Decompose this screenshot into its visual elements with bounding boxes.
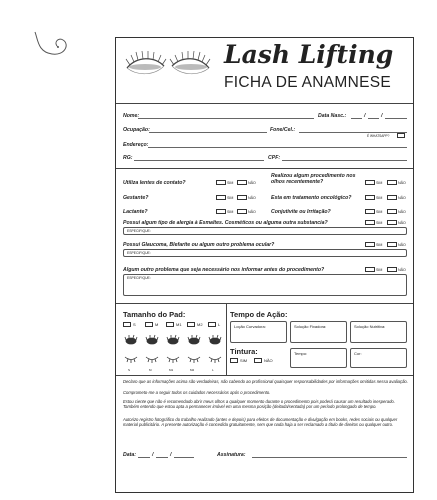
- question-oncologico: Esta em tratamento oncológico?: [271, 195, 352, 201]
- date-separator: /: [364, 113, 366, 119]
- locao-curvadora-label: Loção Curvadora:: [234, 324, 266, 329]
- sim-label: SIM: [240, 358, 248, 363]
- rg-label: RG:: [123, 155, 133, 161]
- cpf-field[interactable]: [282, 160, 407, 161]
- declaration-p1: Declaro que as informações acima são verdadeiras, não cabendo ao profissional quaisquer responsabilidades por informações omitidas nessa avaliação.: [123, 379, 408, 384]
- divider: [116, 103, 413, 104]
- sim-label: SIM: [376, 221, 383, 225]
- curl-label: M2: [190, 368, 195, 372]
- sim-label: SIM: [376, 268, 383, 272]
- assinatura-field[interactable]: [252, 457, 407, 458]
- nao-label: NÃO: [248, 210, 256, 214]
- pad-s-checkbox[interactable]: [123, 322, 131, 327]
- nao-label: NÃO: [398, 181, 406, 185]
- lentes-nao-checkbox[interactable]: [237, 180, 247, 185]
- date-separator: /: [170, 452, 172, 458]
- conjutivite-nao-checkbox[interactable]: [387, 209, 397, 214]
- pad-m2-checkbox[interactable]: [187, 322, 195, 327]
- nao-label: NÃO: [398, 243, 406, 247]
- declaration-p4: Autorizo registro fotográfico do trabalho realizado (antes e depois) para efeitos de documentação e divulgação em books, redes sociais ou qualquer material publicitário. A presente autorização é concedida gratuitamente, sem que nada haja a ser reclamado a título de direitos ou qualquer outro.: [123, 417, 398, 428]
- lentes-sim-checkbox[interactable]: [216, 180, 226, 185]
- hook-ornament-icon: [30, 30, 75, 60]
- eyelash-illustration: [122, 46, 214, 86]
- sim-label: SIM: [376, 243, 383, 247]
- nao-label: NÃO: [248, 181, 256, 185]
- curl-label: S: [128, 368, 131, 372]
- data-nasc-month-field[interactable]: [368, 118, 379, 119]
- pad-size-label: M2: [197, 322, 203, 327]
- question-outro: Algum outro problema que seja necessário nos informar antes do procedimento?: [123, 267, 325, 273]
- locao-curvadora-field[interactable]: [230, 321, 287, 343]
- data-day-field[interactable]: [138, 457, 150, 458]
- whatsapp-checkbox[interactable]: [397, 133, 405, 138]
- outro-sim-checkbox[interactable]: [365, 267, 375, 272]
- pad-l-checkbox[interactable]: [208, 322, 216, 327]
- pad-m1-checkbox[interactable]: [166, 322, 174, 327]
- sim-label: SIM: [376, 181, 383, 185]
- glaucoma-sim-checkbox[interactable]: [365, 242, 375, 247]
- endereco-field[interactable]: [148, 147, 407, 148]
- page-title: Lash Lifting: [224, 40, 394, 69]
- data-year-field[interactable]: [174, 457, 194, 458]
- solucao-nutritiva-field[interactable]: [350, 321, 407, 343]
- endereco-label: Endereço:: [123, 142, 149, 148]
- declaration-p2: Comprometo-me a seguir todos os cuidados necessários após o procedimento.: [123, 390, 271, 395]
- gestante-nao-checkbox[interactable]: [237, 195, 247, 200]
- tintura-nao-checkbox[interactable]: [254, 358, 262, 363]
- nome-label: Nome:: [123, 113, 140, 119]
- oncologico-nao-checkbox[interactable]: [387, 195, 397, 200]
- question-gestante: Gestante?: [123, 195, 149, 201]
- tintura-cor-field[interactable]: [350, 348, 407, 368]
- cpf-label: CPF:: [268, 155, 281, 161]
- question-procedimento: Realizou algum procedimento nos olhos recentemente?: [271, 173, 356, 185]
- question-lactante: Lactante?: [123, 209, 148, 215]
- alergia-sim-checkbox[interactable]: [365, 220, 375, 225]
- data-nasc-label: Data Nasc.:: [318, 113, 347, 119]
- lactante-nao-checkbox[interactable]: [237, 209, 247, 214]
- outro-especifique-field[interactable]: [123, 274, 407, 296]
- especifique-label: ESPECIFIQUE:: [127, 229, 151, 233]
- gestante-sim-checkbox[interactable]: [216, 195, 226, 200]
- fone-field[interactable]: [299, 132, 407, 133]
- tempo-title: Tempo de Ação:: [230, 310, 288, 319]
- oncologico-sim-checkbox[interactable]: [365, 195, 375, 200]
- rg-field[interactable]: [134, 160, 264, 161]
- conjutivite-sim-checkbox[interactable]: [365, 209, 375, 214]
- nao-label: NÃO: [398, 268, 406, 272]
- curl-label: M1: [169, 368, 174, 372]
- pad-size-title: Tamanho do Pad:: [123, 310, 186, 319]
- pad-size-label: L: [218, 322, 221, 327]
- sim-label: SIM: [376, 210, 383, 214]
- tintura-cor-label: Cor:: [354, 351, 362, 356]
- nao-label: NÃO: [248, 196, 256, 200]
- divider: [116, 303, 413, 304]
- nao-label: NÃO: [398, 221, 406, 225]
- sim-label: SIM: [227, 196, 234, 200]
- curl-eye-icons: [121, 333, 226, 373]
- divider: [226, 304, 227, 375]
- alergia-especifique-field[interactable]: [123, 227, 407, 235]
- pad-size-label: S: [133, 322, 136, 327]
- nao-label: NÃO: [398, 210, 406, 214]
- tintura-tempo-field[interactable]: [290, 348, 347, 368]
- question-conjutivite: Conjutivite ou Irritação?: [271, 209, 331, 215]
- fone-label: Fone/Cel.:: [270, 127, 296, 133]
- curl-label: L: [212, 368, 214, 372]
- nao-label: NÃO: [398, 196, 406, 200]
- data-nasc-year-field[interactable]: [385, 118, 407, 119]
- glaucoma-nao-checkbox[interactable]: [387, 242, 397, 247]
- ocupacao-field[interactable]: [149, 132, 267, 133]
- ocupacao-label: Ocupação:: [123, 127, 150, 133]
- question-glaucoma: Possui Glaucoma, Blefarite ou algum outro problema ocular?: [123, 242, 275, 248]
- curl-label: M: [149, 368, 152, 372]
- tintura-tempo-label: Tempo:: [294, 351, 308, 356]
- solucao-fixadora-label: Solução Fixadora:: [294, 324, 327, 329]
- data-month-field[interactable]: [156, 457, 168, 458]
- declaration-p3: Estou ciente que não é recomendado abrir meus olhos a qualquer momento durante o procedimento pois poderá causar um resultado inesperado. Também entendo que estou apta a permanecer imóvel em uma mesma posição (deitada/sentada) por um período prolongado de tempo.: [123, 399, 395, 410]
- data-nasc-day-field[interactable]: [351, 118, 362, 119]
- anamnesis-sheet: [115, 37, 414, 493]
- question-lentes: Utiliza lentes de contato?: [123, 180, 186, 186]
- especifique-label: ESPECIFIQUE:: [127, 251, 151, 255]
- divider: [116, 168, 413, 169]
- alergia-nao-checkbox[interactable]: [387, 220, 397, 225]
- divider: [116, 375, 413, 376]
- sim-label: SIM: [376, 196, 383, 200]
- outro-nao-checkbox[interactable]: [387, 267, 397, 272]
- tintura-sim-checkbox[interactable]: [230, 358, 238, 363]
- data-label: Data:: [123, 452, 136, 458]
- glaucoma-especifique-field[interactable]: [123, 249, 407, 257]
- nao-label: NÃO: [264, 358, 273, 363]
- tintura-title: Tintura:: [230, 347, 258, 356]
- date-separator: /: [381, 113, 383, 119]
- especifique-label: ESPECIFIQUE:: [127, 276, 151, 280]
- procedimento-sim-checkbox[interactable]: [365, 180, 375, 185]
- assinatura-label: Assinatura:: [217, 452, 246, 458]
- pad-size-label: M1: [176, 322, 182, 327]
- procedimento-nao-checkbox[interactable]: [387, 180, 397, 185]
- date-separator: /: [152, 452, 154, 458]
- pad-size-label: M: [155, 322, 159, 327]
- page-subtitle: FICHA DE ANAMNESE: [224, 74, 392, 91]
- lactante-sim-checkbox[interactable]: [216, 209, 226, 214]
- nome-field[interactable]: [138, 118, 314, 119]
- sim-label: SIM: [227, 210, 234, 214]
- solucao-nutritiva-label: Solução Nutritiva:: [354, 324, 386, 329]
- sim-label: SIM: [227, 181, 234, 185]
- pad-m-checkbox[interactable]: [145, 322, 153, 327]
- solucao-fixadora-field[interactable]: [290, 321, 347, 343]
- question-alergia: Possui algum tipo de alergia à Esmaltes. Cosméticos ou alguma outra substancia?: [123, 220, 328, 226]
- whatsapp-label: É WHATSAPP?: [367, 134, 390, 138]
